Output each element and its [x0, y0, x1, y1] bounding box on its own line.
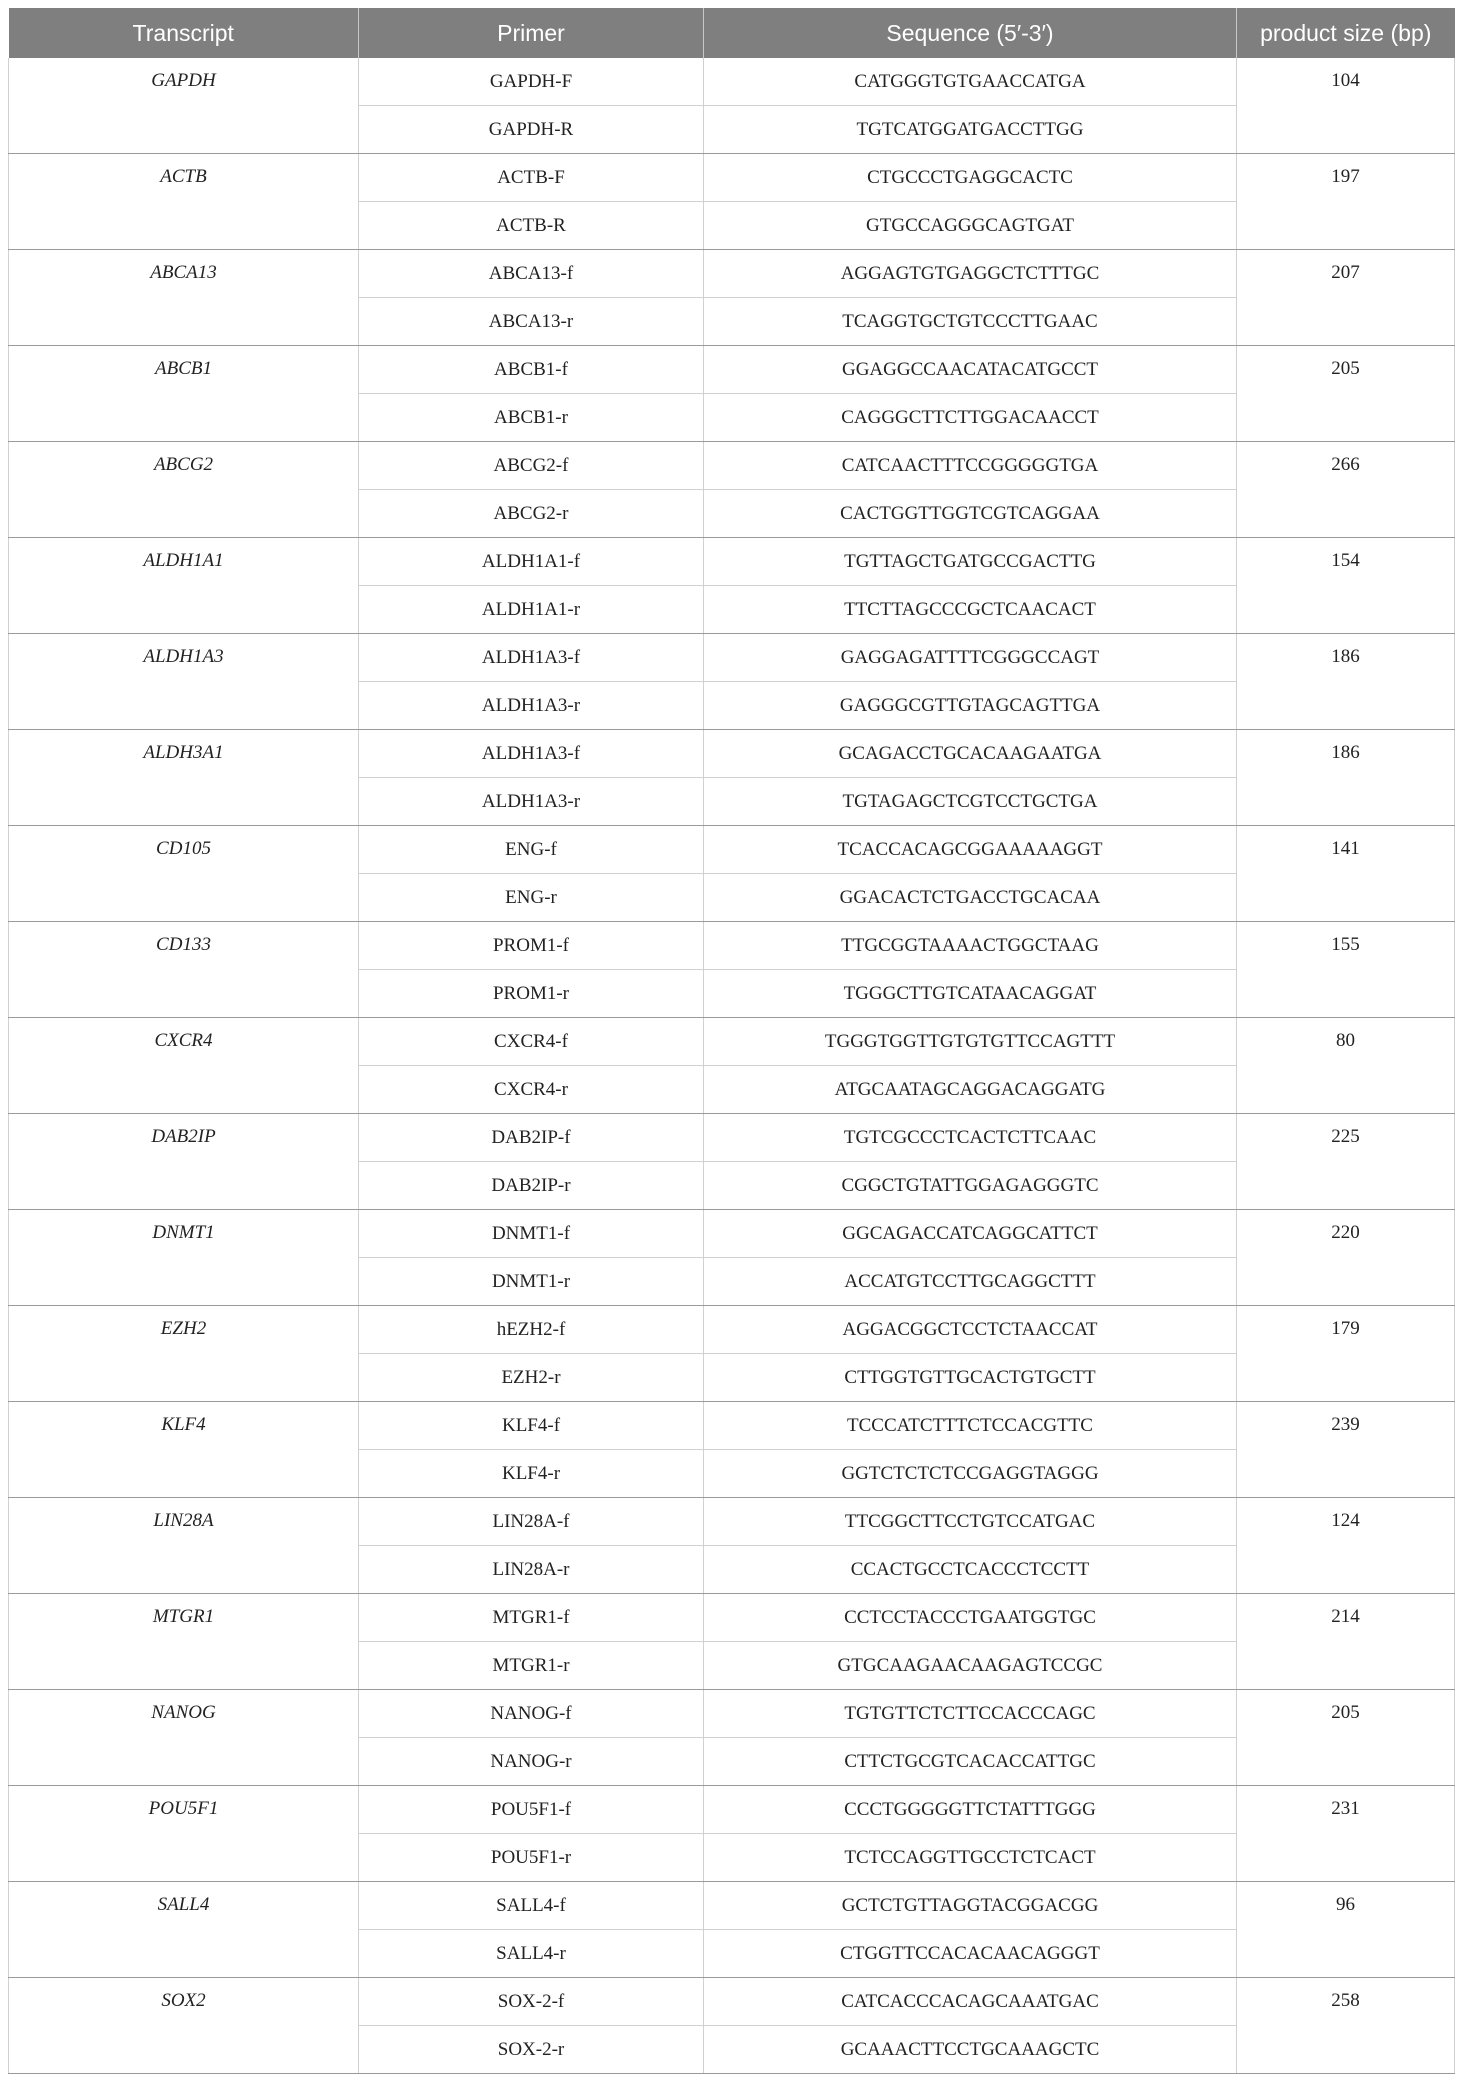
transcript-cell: ABCB1: [9, 346, 359, 442]
transcript-cell: DNMT1: [9, 1210, 359, 1306]
table-row: [9, 346, 1455, 394]
primer-cell: ALDH1A3-f: [359, 730, 704, 778]
sequence-cell: CATCAACTTTCCGGGGGTGA: [704, 442, 1237, 490]
sequence-cell: GTGCCAGGGCAGTGAT: [704, 202, 1237, 250]
product-size-cell: 239: [1237, 1402, 1455, 1498]
product-size-cell: 205: [1237, 1690, 1455, 1786]
primer-cell: DNMT1-f: [359, 1210, 704, 1258]
product-size-cell: 258: [1237, 1978, 1455, 2074]
product-size-cell: 96: [1237, 1882, 1455, 1978]
primer-cell: hEZH2-f: [359, 1306, 704, 1354]
sequence-cell: GCAGACCTGCACAAGAATGA: [704, 730, 1237, 778]
primer-cell: KLF4-r: [359, 1450, 704, 1498]
product-size-cell: 155: [1237, 922, 1455, 1018]
table-row: [9, 538, 1455, 586]
sequence-cell: TGTCGCCCTCACTCTTCAAC: [704, 1114, 1237, 1162]
product-size-cell: 186: [1237, 730, 1455, 826]
product-size-cell: 220: [1237, 1210, 1455, 1306]
table-row: [9, 1690, 1455, 1738]
product-size-cell: 205: [1237, 346, 1455, 442]
sequence-cell: ACCATGTCCTTGCAGGCTTT: [704, 1258, 1237, 1306]
product-size-cell: 124: [1237, 1498, 1455, 1594]
transcript-cell: ABCG2: [9, 442, 359, 538]
product-size-cell: 186: [1237, 634, 1455, 730]
table-row: [9, 730, 1455, 778]
primer-cell: KLF4-f: [359, 1402, 704, 1450]
table-row: [9, 58, 1455, 106]
product-size-cell: 231: [1237, 1786, 1455, 1882]
primer-cell: POU5F1-r: [359, 1834, 704, 1882]
transcript-cell: EZH2: [9, 1306, 359, 1402]
transcript-cell: CXCR4: [9, 1018, 359, 1114]
sequence-cell: CACTGGTTGGTCGTCAGGAA: [704, 490, 1237, 538]
sequence-cell: CCACTGCCTCACCCTCCTT: [704, 1546, 1237, 1594]
transcript-cell: NANOG: [9, 1690, 359, 1786]
sequence-cell: GAGGAGATTTTCGGGCCAGT: [704, 634, 1237, 682]
table-row: [9, 1498, 1455, 1546]
primer-cell: GAPDH-F: [359, 58, 704, 106]
transcript-cell: ALDH1A1: [9, 538, 359, 634]
primer-cell: ALDH1A1-f: [359, 538, 704, 586]
sequence-cell: ATGCAATAGCAGGACAGGATG: [704, 1066, 1237, 1114]
table-row: [9, 1786, 1455, 1834]
primer-cell: SOX-2-f: [359, 1978, 704, 2026]
primer-cell: ABCG2-f: [359, 442, 704, 490]
header-transcript: Transcript: [9, 8, 359, 58]
primer-cell: MTGR1-r: [359, 1642, 704, 1690]
transcript-cell: SALL4: [9, 1882, 359, 1978]
table-row: [9, 1978, 1455, 2026]
primer-cell: DNMT1-r: [359, 1258, 704, 1306]
transcript-cell: SOX2: [9, 1978, 359, 2074]
sequence-cell: CATCACCCACAGCAAATGAC: [704, 1978, 1237, 2026]
table-row: [9, 1882, 1455, 1930]
primer-cell: ABCA13-r: [359, 298, 704, 346]
header-sequence: Sequence (5′-3′): [704, 8, 1237, 58]
table-header: [9, 8, 1455, 58]
primer-cell: ACTB-F: [359, 154, 704, 202]
product-size-cell: 214: [1237, 1594, 1455, 1690]
primer-cell: CXCR4-f: [359, 1018, 704, 1066]
transcript-cell: GAPDH: [9, 58, 359, 154]
primer-cell: PROM1-r: [359, 970, 704, 1018]
table-row: [9, 442, 1455, 490]
primer-cell: ALDH1A3-f: [359, 634, 704, 682]
sequence-cell: CTGCCCTGAGGCACTC: [704, 154, 1237, 202]
table-row: [9, 1402, 1455, 1450]
transcript-cell: POU5F1: [9, 1786, 359, 1882]
table-body: [9, 58, 1455, 2074]
table-row: [9, 1018, 1455, 1066]
sequence-cell: TGTTAGCTGATGCCGACTTG: [704, 538, 1237, 586]
primer-cell: GAPDH-R: [359, 106, 704, 154]
product-size-cell: 179: [1237, 1306, 1455, 1402]
sequence-cell: GTGCAAGAACAAGAGTCCGC: [704, 1642, 1237, 1690]
sequence-cell: GCTCTGTTAGGTACGGACGG: [704, 1882, 1237, 1930]
transcript-cell: ACTB: [9, 154, 359, 250]
sequence-cell: TCCCATCTTTCTCCACGTTC: [704, 1402, 1237, 1450]
table-row: [9, 250, 1455, 298]
table-row: [9, 1306, 1455, 1354]
sequence-cell: CATGGGTGTGAACCATGA: [704, 58, 1237, 106]
sequence-cell: CTGGTTCCACACAACAGGGT: [704, 1930, 1237, 1978]
table-row: [9, 922, 1455, 970]
sequence-cell: TGTAGAGCTCGTCCTGCTGA: [704, 778, 1237, 826]
header-primer: Primer: [359, 8, 704, 58]
primer-cell: ABCG2-r: [359, 490, 704, 538]
table-row: [9, 826, 1455, 874]
primer-cell: NANOG-r: [359, 1738, 704, 1786]
table-row: [9, 154, 1455, 202]
primer-cell: ENG-f: [359, 826, 704, 874]
primer-cell: ENG-r: [359, 874, 704, 922]
primer-cell: EZH2-r: [359, 1354, 704, 1402]
primer-cell: ABCA13-f: [359, 250, 704, 298]
primer-cell: LIN28A-f: [359, 1498, 704, 1546]
primer-table: [8, 8, 1455, 2074]
primer-cell: ALDH1A1-r: [359, 586, 704, 634]
sequence-cell: GGAGGCCAACATACATGCCT: [704, 346, 1237, 394]
primer-cell: LIN28A-r: [359, 1546, 704, 1594]
transcript-cell: DAB2IP: [9, 1114, 359, 1210]
transcript-cell: ABCA13: [9, 250, 359, 346]
sequence-cell: CTTCTGCGTCACACCATTGC: [704, 1738, 1237, 1786]
sequence-cell: TTCGGCTTCCTGTCCATGAC: [704, 1498, 1237, 1546]
sequence-cell: AGGAGTGTGAGGCTCTTTGC: [704, 250, 1237, 298]
sequence-cell: TGGGCTTGTCATAACAGGAT: [704, 970, 1237, 1018]
product-size-cell: 225: [1237, 1114, 1455, 1210]
product-size-cell: 207: [1237, 250, 1455, 346]
primer-cell: NANOG-f: [359, 1690, 704, 1738]
product-size-cell: 154: [1237, 538, 1455, 634]
primer-cell: MTGR1-f: [359, 1594, 704, 1642]
primer-cell: SALL4-r: [359, 1930, 704, 1978]
sequence-cell: GGCAGACCATCAGGCATTCT: [704, 1210, 1237, 1258]
header-row: [9, 8, 1455, 58]
primer-cell: ACTB-R: [359, 202, 704, 250]
sequence-cell: TGTGTTCTCTTCCACCCAGC: [704, 1690, 1237, 1738]
primer-cell: POU5F1-f: [359, 1786, 704, 1834]
primer-cell: PROM1-f: [359, 922, 704, 970]
transcript-cell: CD105: [9, 826, 359, 922]
sequence-cell: TTCTTAGCCCGCTCAACACT: [704, 586, 1237, 634]
sequence-cell: AGGACGGCTCCTCTAACCAT: [704, 1306, 1237, 1354]
sequence-cell: CAGGGCTTCTTGGACAACCT: [704, 394, 1237, 442]
primer-cell: SALL4-f: [359, 1882, 704, 1930]
primer-cell: ALDH1A3-r: [359, 682, 704, 730]
sequence-cell: CGGCTGTATTGGAGAGGGTC: [704, 1162, 1237, 1210]
header-product-size: product size (bp): [1237, 8, 1455, 58]
primer-cell: ABCB1-r: [359, 394, 704, 442]
table-row: [9, 634, 1455, 682]
product-size-cell: 104: [1237, 58, 1455, 154]
transcript-cell: LIN28A: [9, 1498, 359, 1594]
transcript-cell: ALDH1A3: [9, 634, 359, 730]
product-size-cell: 80: [1237, 1018, 1455, 1114]
sequence-cell: TGGGTGGTTGTGTGTTCCAGTTT: [704, 1018, 1237, 1066]
sequence-cell: GGACACTCTGACCTGCACAA: [704, 874, 1237, 922]
sequence-cell: CCTCCTACCCTGAATGGTGC: [704, 1594, 1237, 1642]
product-size-cell: 266: [1237, 442, 1455, 538]
sequence-cell: TGTCATGGATGACCTTGG: [704, 106, 1237, 154]
product-size-cell: 197: [1237, 154, 1455, 250]
primer-cell: DAB2IP-f: [359, 1114, 704, 1162]
primer-cell: SOX-2-r: [359, 2026, 704, 2074]
sequence-cell: GGTCTCTCTCCGAGGTAGGG: [704, 1450, 1237, 1498]
transcript-cell: ALDH3A1: [9, 730, 359, 826]
sequence-cell: CTTGGTGTTGCACTGTGCTT: [704, 1354, 1237, 1402]
primer-cell: ABCB1-f: [359, 346, 704, 394]
transcript-cell: CD133: [9, 922, 359, 1018]
primer-cell: CXCR4-r: [359, 1066, 704, 1114]
sequence-cell: CCCTGGGGGTTCTATTTGGG: [704, 1786, 1237, 1834]
table-row: [9, 1210, 1455, 1258]
sequence-cell: TCACCACAGCGGAAAAAGGT: [704, 826, 1237, 874]
table-row: [9, 1114, 1455, 1162]
sequence-cell: GCAAACTTCCTGCAAAGCTC: [704, 2026, 1237, 2074]
transcript-cell: MTGR1: [9, 1594, 359, 1690]
product-size-cell: 141: [1237, 826, 1455, 922]
primer-cell: DAB2IP-r: [359, 1162, 704, 1210]
sequence-cell: TCTCCAGGTTGCCTCTCACT: [704, 1834, 1237, 1882]
transcript-cell: KLF4: [9, 1402, 359, 1498]
table-row: [9, 1594, 1455, 1642]
sequence-cell: TTGCGGTAAAACTGGCTAAG: [704, 922, 1237, 970]
sequence-cell: TCAGGTGCTGTCCCTTGAAC: [704, 298, 1237, 346]
primer-cell: ALDH1A3-r: [359, 778, 704, 826]
sequence-cell: GAGGGCGTTGTAGCAGTTGA: [704, 682, 1237, 730]
